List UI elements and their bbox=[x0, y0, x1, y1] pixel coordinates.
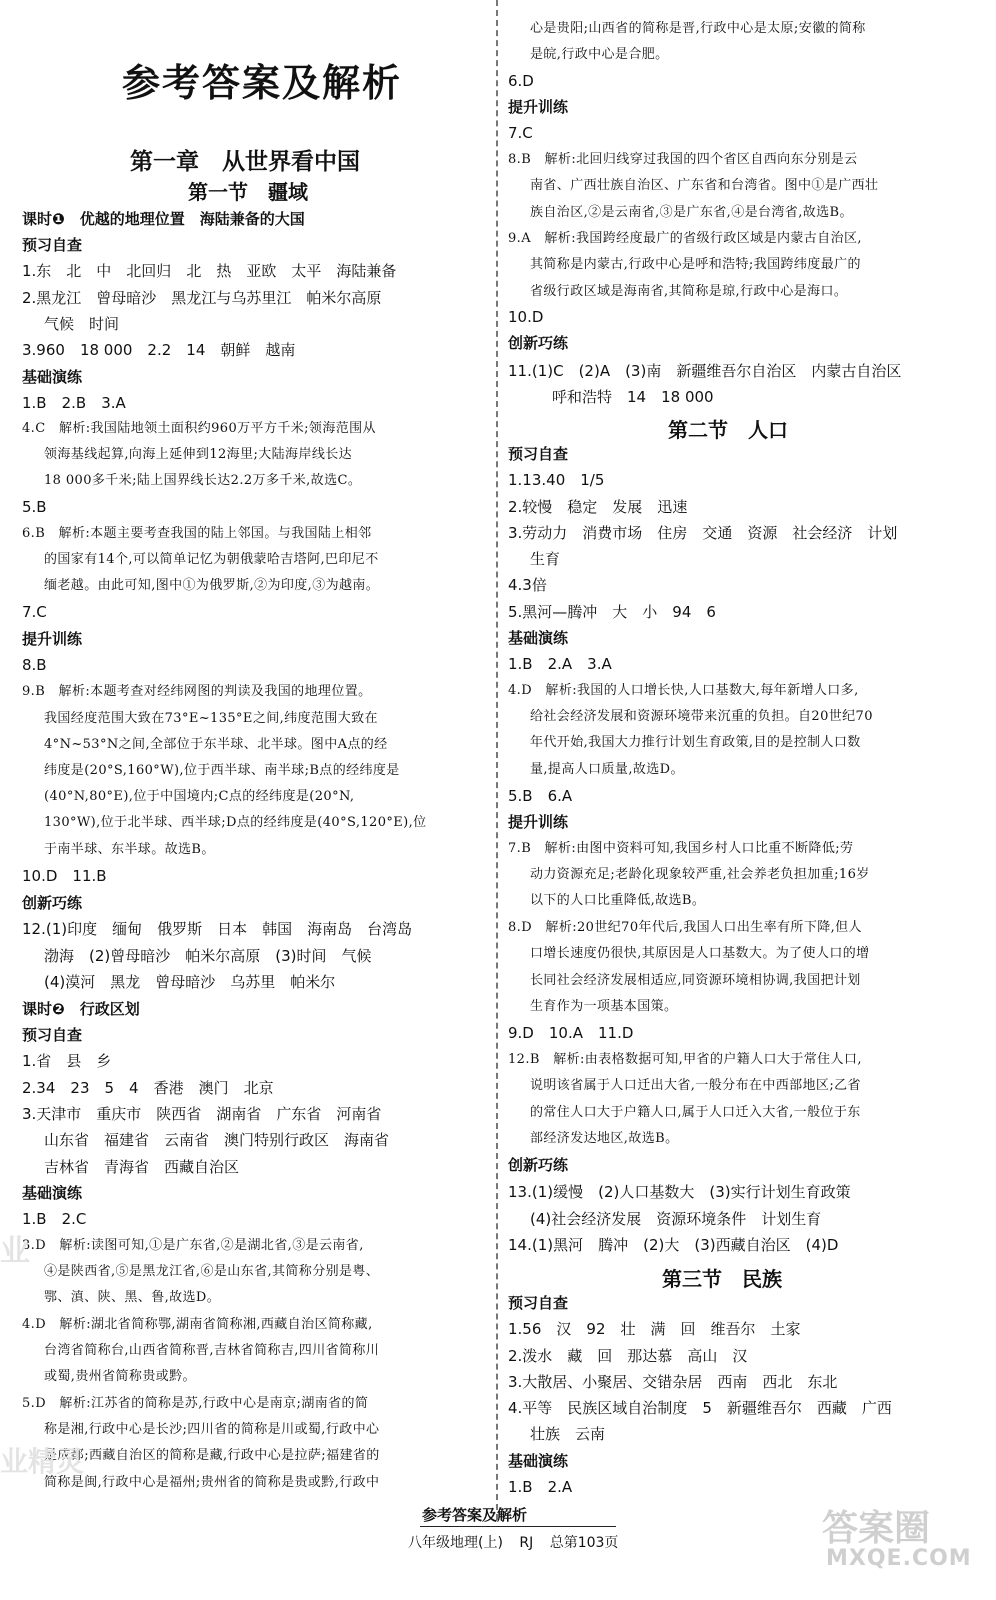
footer-rule bbox=[420, 1526, 616, 1527]
answer-line: 渤海 (2)曾母暗沙 帕米尔高原 (3)时间 气候 bbox=[44, 947, 372, 965]
answer-line: 纬度是(20°S,160°W),位于西半球、南半球;B点的经纬度是 bbox=[44, 763, 400, 778]
right-column bbox=[508, 0, 978, 1600]
subheading: 预习自查 bbox=[508, 1294, 569, 1312]
answer-line: 缅老越。由此可知,图中①为俄罗斯,②为印度,③为越南。 bbox=[44, 578, 380, 593]
answer-line: 1.B 2.A bbox=[508, 1478, 573, 1496]
answer-line: 给社会经济发展和资源环境带来沉重的负担。自20世纪70 bbox=[530, 709, 873, 724]
answer-line: 称是湘,行政中心是长沙;四川省的简称是川或蜀,行政中心 bbox=[44, 1422, 380, 1437]
answer-line: 7.C bbox=[508, 124, 533, 142]
answer-line: 12.B 解析:由表格数据可知,甲省的户籍人口大于常住人口, bbox=[508, 1052, 862, 1067]
watermark-url: MXQE.COM bbox=[826, 1546, 972, 1571]
answer-line: 9.A 解析:我国跨经度最广的省级行政区域是内蒙古自治区, bbox=[508, 231, 862, 246]
answer-line: 是成都;西藏自治区的简称是藏,行政中心是拉萨;福建省的 bbox=[44, 1448, 380, 1463]
answer-line: 4.D 解析:湖北省简称鄂,湖南省简称湘,西藏自治区简称藏, bbox=[22, 1317, 373, 1332]
answer-line: 其简称是内蒙古,行政中心是呼和浩特;我国跨纬度最广的 bbox=[530, 257, 861, 272]
answer-line: 11.(1)C (2)A (3)南 新疆维吾尔自治区 内蒙古自治区 bbox=[508, 362, 902, 380]
answer-line: 吉林省 青海省 西藏自治区 bbox=[44, 1158, 240, 1176]
subheading: 创新巧练 bbox=[22, 894, 83, 912]
answer-line: 4.平等 民族区域自治制度 5 新疆维吾尔 西藏 广西 bbox=[508, 1399, 892, 1417]
answer-line: 5.黑河—腾冲 大 小 94 6 bbox=[508, 603, 716, 621]
page-title: 参考答案及解析 bbox=[122, 60, 403, 105]
footer-edition: RJ bbox=[519, 1535, 534, 1551]
answer-line: 10.D 11.B bbox=[22, 867, 107, 885]
answer-line: 长同社会经济发展相适应,同资源环境相协调,我国把计划 bbox=[530, 973, 861, 988]
answer-line: 山东省 福建省 云南省 澳门特别行政区 海南省 bbox=[44, 1131, 390, 1149]
answer-line: 以下的人口比重降低,故选B。 bbox=[530, 893, 706, 908]
answer-line: 我国经度范围大致在73°E~135°E之间,纬度范围大致在 bbox=[44, 711, 378, 726]
answer-line: 1.56 汉 92 壮 满 回 维吾尔 土家 bbox=[508, 1320, 801, 1338]
section-title: 第二节 人口 bbox=[668, 418, 788, 442]
answer-line: 3.960 18 000 2.2 14 朝鲜 越南 bbox=[22, 341, 296, 359]
column-divider bbox=[496, 0, 498, 1520]
watermark-left-bottom: 业精灵 bbox=[0, 1445, 85, 1478]
answer-line: 7.B 解析:由图中资料可知,我国乡村人口比重不断降低;劳 bbox=[508, 841, 854, 856]
answer-line: 于南半球、东半球。故选B。 bbox=[44, 842, 215, 857]
subheading: 创新巧练 bbox=[508, 1156, 569, 1174]
left-column bbox=[22, 0, 484, 1600]
answer-line: 4°N~53°N之间,全部位于东半球、北半球。图中A点的经 bbox=[44, 737, 388, 752]
subheading: 提升训练 bbox=[22, 630, 83, 648]
answer-line: 壮族 云南 bbox=[530, 1425, 606, 1443]
answer-line: 5.B bbox=[22, 498, 47, 516]
answer-line: 族自治区,②是云南省,③是广东省,④是台湾省,故选B。 bbox=[530, 205, 853, 220]
lesson-heading: 课时❷ 行政区划 bbox=[22, 1000, 140, 1018]
answer-line: 5.B 6.A bbox=[508, 787, 573, 805]
subheading: 基础演练 bbox=[22, 368, 83, 386]
subheading: 基础演练 bbox=[22, 1184, 83, 1202]
answer-line: 2.较慢 稳定 发展 迅速 bbox=[508, 498, 688, 516]
answer-line: 或蜀,贵州省简称贵或黔。 bbox=[44, 1369, 196, 1384]
answer-line: 14.(1)黑河 腾冲 (2)大 (3)西藏自治区 (4)D bbox=[508, 1236, 839, 1254]
answer-line: 4.D 解析:我国的人口增长快,人口基数大,每年新增人口多, bbox=[508, 683, 859, 698]
subheading: 基础演练 bbox=[508, 629, 569, 647]
subheading: 预习自查 bbox=[508, 445, 569, 463]
answer-line: 年代开始,我国大力推行计划生育政策,目的是控制人口数 bbox=[530, 735, 861, 750]
answer-line: 130°W),位于北半球、西半球;D点的经纬度是(40°S,120°E),位 bbox=[44, 815, 427, 830]
answer-line: (4)漠河 黑龙 曾母暗沙 乌苏里 帕米尔 bbox=[44, 973, 336, 991]
answer-line: 13.(1)缓慢 (2)人口基数大 (3)实行计划生育政策 bbox=[508, 1183, 851, 1201]
answer-line: 2.黑龙江 曾母暗沙 黑龙江与乌苏里江 帕米尔高原 bbox=[22, 289, 382, 307]
answer-line: 3.天津市 重庆市 陕西省 湖南省 广东省 河南省 bbox=[22, 1105, 382, 1123]
subheading: 预习自查 bbox=[22, 1026, 83, 1044]
answer-line: 18 000多千米;陆上国界线长达2.2万多千米,故选C。 bbox=[44, 473, 362, 488]
answer-line: 2.34 23 5 4 香港 澳门 北京 bbox=[22, 1079, 274, 1097]
answer-line: 领海基线起算,向海上延伸到12海里;大陆海岸线长达 bbox=[44, 447, 353, 462]
answer-line: 的国家有14个,可以简单记忆为朝俄蒙哈吉塔阿,巴印尼不 bbox=[44, 552, 379, 567]
answer-line: 3.劳动力 消费市场 住房 交通 资源 社会经济 计划 bbox=[508, 524, 898, 542]
footer-grade bbox=[408, 1532, 618, 1552]
answer-line: 4.3倍 bbox=[508, 576, 547, 594]
answer-line: ④是陕西省,⑤是黑龙江省,⑥是山东省,其简称分别是粤、 bbox=[44, 1264, 380, 1279]
answer-line: 5.D 解析:江苏省的简称是苏,行政中心是南京;湖南省的简 bbox=[22, 1396, 369, 1411]
answer-line: 量,提高人口质量,故选D。 bbox=[530, 762, 684, 777]
answer-line: 1.B 2.C bbox=[22, 1210, 87, 1228]
answer-line: 12.(1)印度 缅甸 俄罗斯 日本 韩国 海南岛 台湾岛 bbox=[22, 920, 413, 938]
answer-line: 6.D bbox=[508, 72, 534, 90]
footer-page-number: 总第103页 bbox=[549, 1535, 619, 1551]
answer-line: 简称是闽,行政中心是福州;贵州省的简称是贵或黔,行政中 bbox=[44, 1475, 380, 1490]
answer-line: 3.大散居、小聚居、交错杂居 西南 西北 东北 bbox=[508, 1373, 838, 1391]
answer-line: 2.泼水 藏 回 那达慕 高山 汉 bbox=[508, 1347, 748, 1365]
footer-grade-text: 八年级地理(上) bbox=[408, 1535, 503, 1551]
section-title: 第三节 民族 bbox=[662, 1267, 782, 1291]
answer-line: 4.C 解析:我国陆地领土面积约960万平方千米;领海范围从 bbox=[22, 421, 376, 436]
answer-line: 3.D 解析:读图可知,①是广东省,②是湖北省,③是云南省, bbox=[22, 1238, 364, 1253]
answer-line: 10.D bbox=[508, 308, 544, 326]
answer-line: (4)社会经济发展 资源环境条件 计划生育 bbox=[530, 1210, 822, 1228]
answer-line: 鄂、滇、陕、黑、鲁,故选D。 bbox=[44, 1290, 221, 1305]
answer-line: 1.13.40 1/5 bbox=[508, 471, 605, 489]
answer-line: 1.B 2.A 3.A bbox=[508, 655, 612, 673]
answer-line: 的常住人口大于户籍人口,属于人口迁入大省,一般位于东 bbox=[530, 1105, 861, 1120]
answer-line: 9.B 解析:本题考查对经纬网图的判读及我国的地理位置。 bbox=[22, 684, 372, 699]
lesson-heading: 课时❶ 优越的地理位置 海陆兼备的大国 bbox=[22, 210, 305, 228]
subheading: 提升训练 bbox=[508, 98, 569, 116]
answer-line: 是皖,行政中心是合肥。 bbox=[530, 47, 669, 62]
answer-line: 呼和浩特 14 18 000 bbox=[552, 388, 714, 406]
answer-line: (40°N,80°E),位于中国境内;C点的经纬度是(20°N, bbox=[44, 789, 355, 804]
subheading: 基础演练 bbox=[508, 1452, 569, 1470]
answer-line: 气候 时间 bbox=[44, 315, 120, 333]
answer-line: 省级行政区域是海南省,其简称是琼,行政中心是海口。 bbox=[530, 284, 848, 299]
section-title: 第一节 疆域 bbox=[188, 180, 308, 204]
watermark-logo: 答案圈 bbox=[822, 1508, 931, 1549]
answer-line: 心是贵阳;山西省的简称是晋,行政中心是太原;安徽的简称 bbox=[530, 21, 866, 36]
answer-line: 1.东 北 中 北回归 北 热 亚欧 太平 海陆兼备 bbox=[22, 262, 397, 280]
answer-line: 生育作为一项基本国策。 bbox=[530, 999, 678, 1014]
answer-line: 部经济发达地区,故选B。 bbox=[530, 1131, 679, 1146]
answer-line: 南省、广西壮族自治区、广东省和台湾省。图中①是广西壮 bbox=[530, 178, 879, 193]
answer-line: 说明该省属于人口迁出大省,一般分布在中西部地区;乙省 bbox=[530, 1078, 861, 1093]
watermark-left-top: 业 bbox=[0, 1234, 30, 1269]
subheading: 创新巧练 bbox=[508, 334, 569, 352]
footer-title: 参考答案及解析 bbox=[422, 1506, 528, 1524]
answer-line: 8.B 解析:北回归线穿过我国的四个省区自西向东分别是云 bbox=[508, 152, 858, 167]
answer-line: 1.B 2.B 3.A bbox=[22, 394, 126, 412]
answer-line: 6.B 解析:本题主要考查我国的陆上邻国。与我国陆上相邻 bbox=[22, 526, 372, 541]
answer-line: 生育 bbox=[530, 550, 561, 568]
answer-line: 口增长速度仍很快,其原因是人口基数大。为了使人口的增 bbox=[530, 946, 870, 961]
answer-line: 8.D 解析:20世纪70年代后,我国人口出生率有所下降,但人 bbox=[508, 920, 862, 935]
answer-line: 8.B bbox=[22, 656, 47, 674]
answer-line: 台湾省简称台,山西省简称晋,吉林省简称吉,四川省简称川 bbox=[44, 1343, 380, 1358]
answer-line: 1.省 县 乡 bbox=[22, 1052, 112, 1070]
answer-line: 7.C bbox=[22, 603, 47, 621]
answer-line: 动力资源充足;老龄化现象较严重,社会养老负担加重;16岁 bbox=[530, 867, 870, 882]
answer-line: 9.D 10.A 11.D bbox=[508, 1024, 634, 1042]
subheading: 预习自查 bbox=[22, 236, 83, 254]
chapter-title: 第一章 从世界看中国 bbox=[130, 148, 360, 175]
subheading: 提升训练 bbox=[508, 813, 569, 831]
